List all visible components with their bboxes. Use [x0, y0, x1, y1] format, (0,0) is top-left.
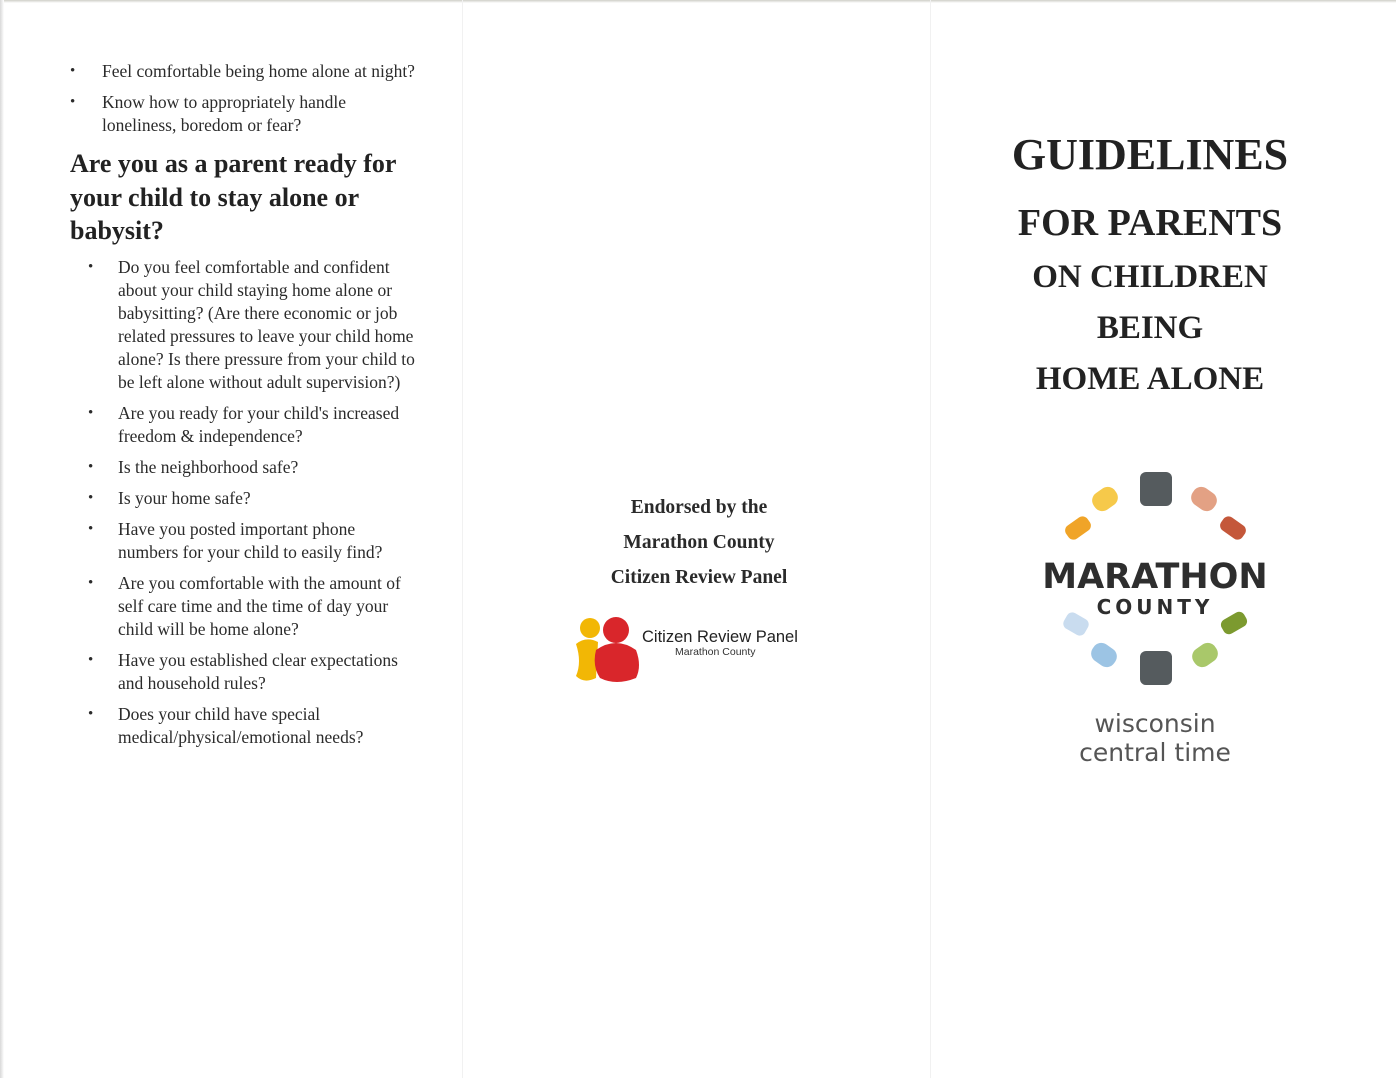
citizen-review-panel-logo [572, 614, 842, 686]
list-item: • Feel comfortable being home alone at night? [70, 60, 415, 83]
dot-upper-left [1089, 483, 1122, 514]
question-list [118, 256, 415, 749]
title-home-alone: HOME ALONE [1035, 361, 1265, 397]
red-figure-icon [595, 617, 639, 682]
list-item: • Does your child have special medical/physical/emotional needs? [118, 703, 415, 749]
list-item: • Is your home safe? [118, 487, 415, 510]
marathon-logo-county: COUNTY [1096, 595, 1214, 619]
list-item: • Are you comfortable with the amount of self care time and the time of day your child will be home alone? [118, 572, 415, 641]
title-for-parents: FOR PARENTS [1017, 202, 1283, 244]
people-figures-icon [572, 614, 642, 686]
list-item: • Is the neighborhood safe? [118, 456, 415, 479]
left-panel [70, 60, 415, 757]
title-on-children: ON CHILDREN [1032, 259, 1268, 295]
marathon-tagline-2: central time [1079, 738, 1231, 767]
marathon-logo-name: MARATHON [1042, 557, 1268, 597]
title-guidelines: GUIDELINES [1011, 130, 1289, 179]
dot-upper-right [1188, 483, 1221, 514]
dot-lower-right [1189, 639, 1222, 670]
yellow-figure-icon [576, 618, 600, 681]
title-being: BEING [1096, 310, 1204, 346]
top-bullet-list [70, 60, 415, 137]
endorsed-line-1: Endorsed by the [630, 497, 768, 518]
list-item: • Have you posted important phone numbers for your child to easily find? [118, 518, 415, 564]
fold-line-right [930, 0, 931, 1078]
endorsed-line-3: Citizen Review Panel [610, 567, 788, 588]
list-item: • Know how to appropriately handle loneliness, boredom or fear? [70, 91, 415, 137]
list-item: • Have you established clear expectations and household rules? [118, 649, 415, 695]
crp-logo-title: Citizen Review Panel [642, 628, 798, 646]
middle-panel [560, 490, 838, 595]
scan-edge-left [0, 0, 4, 1078]
marathon-tagline-1: wisconsin [1094, 709, 1216, 738]
list-item: • Are you ready for your child's increased freedom & independence? [118, 402, 415, 448]
list-item: • Do you feel comfortable and confident about your child staying home alone or babysitting? (Are there economic or job related pressures to leave your child home alone? Is there pressure from your child to be left alone without adult supervision?) [118, 256, 415, 394]
dot-top [1140, 472, 1172, 506]
dot-left-upper [1063, 514, 1093, 542]
dot-bottom [1140, 651, 1172, 685]
marathon-county-logo [1035, 465, 1275, 775]
dot-lower-left [1088, 639, 1121, 670]
fold-line-left [462, 0, 463, 1078]
endorsed-line-2: Marathon County [623, 532, 775, 553]
parent-ready-heading: Are you as a parent ready for your child to stay alone or babysit? [70, 149, 396, 245]
crp-logo-subtitle: Marathon County [675, 646, 756, 658]
dot-right-upper [1218, 514, 1248, 542]
scan-edge-top [0, 0, 1396, 3]
